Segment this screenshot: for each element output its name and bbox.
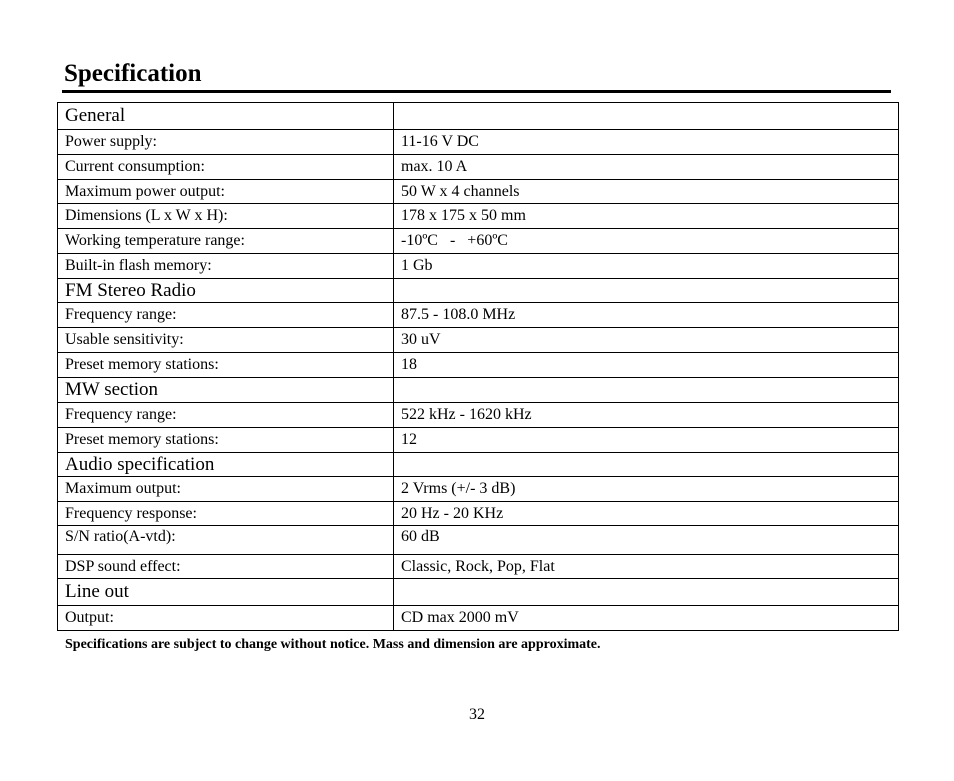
section-header-general	[58, 103, 899, 130]
disclaimer-footnote: Specifications are subject to change without notice. Mass and dimension are approximate.	[65, 637, 601, 652]
spec-label: Power supply:	[58, 130, 394, 155]
table-row	[58, 130, 899, 155]
spec-value: 11-16 V DC	[394, 130, 899, 155]
section-empty-cell	[394, 378, 899, 403]
table-row	[58, 180, 899, 204]
spec-value: 60 dB	[394, 526, 899, 555]
spec-label: Maximum output:	[58, 477, 394, 502]
table-row	[58, 502, 899, 526]
table-row	[58, 204, 899, 229]
table-row	[58, 428, 899, 453]
section-empty-cell	[394, 579, 899, 606]
spec-value: CD max 2000 mV	[394, 606, 899, 631]
section-label: MW section	[58, 378, 394, 403]
table-row	[58, 353, 899, 378]
table-row	[58, 229, 899, 254]
spec-value: 18	[394, 353, 899, 378]
table-row	[58, 526, 899, 555]
spec-label: Preset memory stations:	[58, 353, 394, 378]
page-title: Specification	[64, 60, 202, 87]
spec-value: 12	[394, 428, 899, 453]
section-label: Line out	[58, 579, 394, 606]
spec-label: Frequency response:	[58, 502, 394, 526]
spec-label: Frequency range:	[58, 403, 394, 428]
page-number: 32	[469, 706, 485, 723]
spec-label: Working temperature range:	[58, 229, 394, 254]
spec-label: S/N ratio(A-vtd):	[58, 526, 394, 555]
spec-value: 50 W x 4 channels	[394, 180, 899, 204]
title-underline	[62, 90, 891, 93]
spec-label: DSP sound effect:	[58, 555, 394, 579]
spec-value: 1 Gb	[394, 254, 899, 279]
table-row	[58, 555, 899, 579]
spec-value: 2 Vrms (+/- 3 dB)	[394, 477, 899, 502]
section-empty-cell	[394, 453, 899, 477]
spec-label: Current consumption:	[58, 155, 394, 180]
spec-label: Built-in flash memory:	[58, 254, 394, 279]
table-row	[58, 403, 899, 428]
table-row	[58, 155, 899, 180]
section-header-audio-specification	[58, 453, 899, 477]
section-label: General	[58, 103, 394, 130]
section-label: Audio specification	[58, 453, 394, 477]
table-row	[58, 254, 899, 279]
spec-value: 20 Hz - 20 KHz	[394, 502, 899, 526]
section-header-mw-section	[58, 378, 899, 403]
table-row	[58, 303, 899, 328]
table-row	[58, 477, 899, 502]
specification-table	[57, 102, 899, 631]
spec-value: max. 10 A	[394, 155, 899, 180]
spec-value: 522 kHz - 1620 kHz	[394, 403, 899, 428]
spec-value: 178 x 175 x 50 mm	[394, 204, 899, 229]
spec-value: -10ºC - +60ºC	[394, 229, 899, 254]
table-row	[58, 328, 899, 353]
spec-label: Dimensions (L x W x H):	[58, 204, 394, 229]
spec-label: Maximum power output:	[58, 180, 394, 204]
spec-label: Output:	[58, 606, 394, 631]
section-empty-cell	[394, 103, 899, 130]
spec-value: Classic, Rock, Pop, Flat	[394, 555, 899, 579]
section-label: FM Stereo Radio	[58, 279, 394, 303]
spec-label: Usable sensitivity:	[58, 328, 394, 353]
table-row	[58, 606, 899, 631]
section-header-line-out	[58, 579, 899, 606]
spec-value: 30 uV	[394, 328, 899, 353]
spec-label: Preset memory stations:	[58, 428, 394, 453]
spec-value: 87.5 - 108.0 MHz	[394, 303, 899, 328]
section-empty-cell	[394, 279, 899, 303]
section-header-fm-stereo-radio	[58, 279, 899, 303]
spec-label: Frequency range:	[58, 303, 394, 328]
